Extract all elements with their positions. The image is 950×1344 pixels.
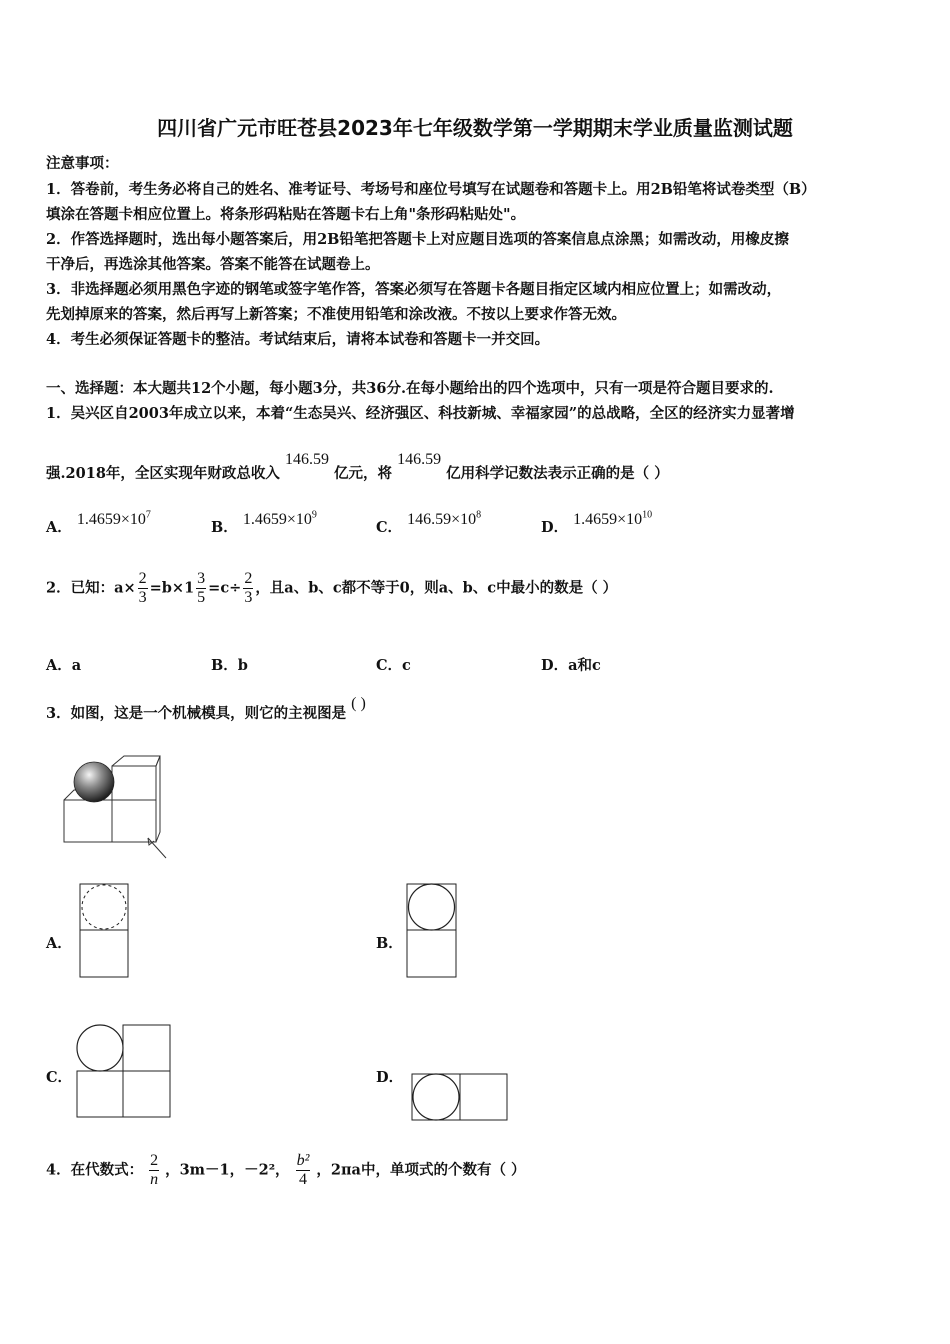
q1-line-1: 1．吴兴区自2003年成立以来，本着“生态吴兴、经济强区、科技新城、幸福家园”的总战略，全区的经济实力显著增: [46, 405, 795, 422]
notice-line-6: 先划掉原来的答案，然后再写上新答案；不准使用铅笔和涂改液。不按以上要求作答无效。: [46, 306, 626, 323]
notice-line-2: 填涂在答题卡相应位置上。将条形码粘贴在答题卡右上角"条形码粘贴处"。: [46, 206, 526, 223]
q1-text-c: 亿用科学记数法表示正确的是（ ）: [446, 465, 669, 482]
q3-option-d-label[interactable]: D．: [376, 1069, 404, 1086]
q3-option-c-figure[interactable]: [75, 1024, 173, 1120]
q1-line-2: [46, 451, 669, 483]
q3-option-b-label[interactable]: B．: [376, 935, 403, 952]
q1-text-a: 强.2018年，全区实现年财政总收入: [46, 465, 280, 482]
notice-line-5: 3．非选择题必须用黑色字迹的钢笔或签字笔作答，答案必须写在答题卡各题目指定区域内相应位置上；如需改动，: [46, 281, 782, 298]
q1-value-1: 146.59: [284, 451, 329, 468]
q1-option-c[interactable]: C． $146.59\times 10^8$: [376, 509, 482, 536]
q1-option-a[interactable]: A． $1.4659\times 10^7$: [46, 509, 151, 536]
q2-option-b[interactable]: B．b: [211, 657, 248, 674]
notice-line-3: 2．作答选择题时，选出每小题答案后，用2B铅笔把答题卡上对应题目选项的答案信息点涂黑；如需改动，用橡皮擦: [46, 231, 789, 248]
q1-option-d[interactable]: D． $1.4659\times 10^{10}$: [541, 509, 653, 536]
q4-line: 4．在代数式： $\frac{2}{n}$ ，3m－1，－2²， $\frac{\text{b²}}{4}$ ，2πa中，单项式的个数有（ ）: [46, 1152, 526, 1188]
q2-line: 2．已知：a× $\frac{2}{3}$ =b×1 $\frac{3}{5}$ =c÷ $\frac{2}{3}$ ，且a、b、c都不等于0，则a、b、c中最小的数是（ ）: [46, 570, 618, 606]
notice-line-4: 干净后，再选涂其他答案。答案不能答在试题卷上。: [46, 256, 380, 273]
section-heading: 一、选择题：本大题共12个小题，每小题3分，共36分.在每小题给出的四个选项中，只有一项是符合题目要求的.: [46, 380, 774, 397]
q1-option-b[interactable]: B． $1.4659\times 10^9$: [211, 509, 317, 536]
notice-line-1: 1．答卷前，考生务必将自己的姓名、准考证号、考场号和座位号填写在试题卷和答题卡上。用2B铅笔将试卷类型（B）: [46, 181, 816, 198]
q2-option-c[interactable]: C．c: [376, 657, 411, 674]
q1-value-2: 146.59: [397, 451, 442, 468]
q4-fraction-2: $\frac{\text{b²}}{4}$: [296, 1152, 310, 1188]
q3-option-a-figure[interactable]: [79, 883, 131, 979]
q2-option-a[interactable]: A．a: [46, 657, 82, 674]
mold-figure: [56, 752, 171, 860]
q3-option-b-figure[interactable]: [406, 883, 458, 979]
page-title: 四川省广元市旺苍县2023年七年级数学第一学期期末学业质量监测试题: [157, 116, 793, 140]
q2-fraction-2: $\frac{3}{5}$: [197, 570, 206, 606]
q3-line: 3．如图，这是一个机械模具，则它的主视图是 ( ): [46, 695, 366, 722]
q2-fraction-1: $\frac{2}{3}$: [138, 570, 147, 606]
q3-option-c-label[interactable]: C．: [46, 1069, 73, 1086]
q3-option-d-figure[interactable]: [410, 1072, 510, 1122]
q2-option-d[interactable]: D．a和c: [541, 657, 601, 674]
q2-fraction-3: $\frac{2}{3}$: [244, 570, 253, 606]
q4-fraction-1: $\frac{2}{n}$: [150, 1152, 159, 1188]
q1-text-b: 亿元，将: [334, 465, 393, 482]
notice-line-7: 4．考生必须保证答题卡的整洁。考试结束后，请将本试卷和答题卡一并交回。: [46, 331, 550, 348]
q3-option-a-label[interactable]: A．: [46, 935, 72, 952]
notice-heading: 注意事项：: [46, 155, 119, 172]
